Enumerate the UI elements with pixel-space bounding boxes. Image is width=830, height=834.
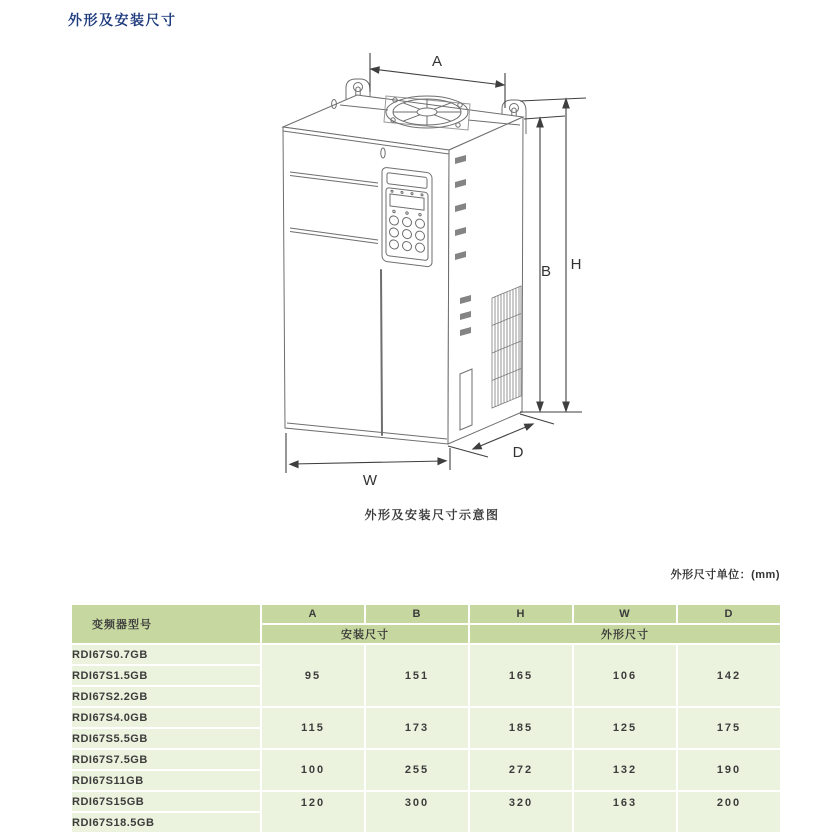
model-header-cell: 变频器型号 bbox=[71, 604, 261, 644]
dim-w-label: W bbox=[362, 472, 378, 489]
model-cell: RDI67S1.5GB bbox=[71, 665, 261, 686]
table-row bbox=[71, 644, 781, 665]
value-cell: 165 bbox=[469, 644, 573, 707]
value-cell: 132 bbox=[573, 749, 677, 791]
value-cell: 95 bbox=[261, 644, 365, 707]
table-row bbox=[71, 749, 781, 770]
table-row bbox=[71, 791, 781, 812]
model-cell: RDI67S11GB bbox=[71, 770, 261, 791]
col-header-d: D bbox=[677, 604, 781, 624]
value-cell: 255 bbox=[365, 749, 469, 791]
table-row bbox=[71, 707, 781, 728]
value-cell: 125 bbox=[573, 707, 677, 749]
value-cell: 200 bbox=[677, 791, 781, 833]
value-cell: 120 bbox=[261, 791, 365, 833]
dimension-table bbox=[70, 603, 782, 834]
value-cell: 142 bbox=[677, 644, 781, 707]
page-title: 外形及安装尺寸 bbox=[68, 12, 177, 28]
value-cell: 173 bbox=[365, 707, 469, 749]
value-cell: 190 bbox=[677, 749, 781, 791]
value-cell: 151 bbox=[365, 644, 469, 707]
value-cell: 272 bbox=[469, 749, 573, 791]
value-cell: 163 bbox=[573, 791, 677, 833]
keypad bbox=[382, 167, 432, 267]
mounting-header-cell: 安装尺寸 bbox=[261, 624, 469, 644]
value-cell: 320 bbox=[469, 791, 573, 833]
model-cell: RDI67S0.7GB bbox=[71, 644, 261, 665]
table-header-row-1 bbox=[71, 604, 781, 624]
value-cell: 106 bbox=[573, 644, 677, 707]
model-cell: RDI67S18.5GB bbox=[71, 812, 261, 833]
dim-h-label: H bbox=[570, 256, 582, 273]
dim-b-label: B bbox=[540, 263, 552, 280]
diagram-caption: 外形及安装尺寸示意图 bbox=[364, 508, 500, 522]
model-cell: RDI67S4.0GB bbox=[71, 707, 261, 728]
model-cell: RDI67S7.5GB bbox=[71, 749, 261, 770]
value-cell: 115 bbox=[261, 707, 365, 749]
model-cell: RDI67S15GB bbox=[71, 791, 261, 812]
dim-a-label: A bbox=[431, 53, 443, 70]
value-cell: 300 bbox=[365, 791, 469, 833]
model-cell: RDI67S5.5GB bbox=[71, 728, 261, 749]
col-header-a: A bbox=[261, 604, 365, 624]
side-access-cover bbox=[460, 369, 472, 430]
units-note: 外形尺寸单位：(mm) bbox=[670, 569, 780, 581]
col-header-w: W bbox=[573, 604, 677, 624]
outline-header-cell: 外形尺寸 bbox=[469, 624, 781, 644]
cabinet-body bbox=[283, 95, 523, 444]
value-cell: 185 bbox=[469, 707, 573, 749]
model-cell: RDI67S2.2GB bbox=[71, 686, 261, 707]
dimension-diagram bbox=[262, 48, 602, 500]
inverter-drawing bbox=[262, 48, 602, 500]
value-cell: 175 bbox=[677, 707, 781, 749]
col-header-b: B bbox=[365, 604, 469, 624]
value-cell: 100 bbox=[261, 749, 365, 791]
col-header-h: H bbox=[469, 604, 573, 624]
dim-d-label: D bbox=[512, 444, 524, 461]
